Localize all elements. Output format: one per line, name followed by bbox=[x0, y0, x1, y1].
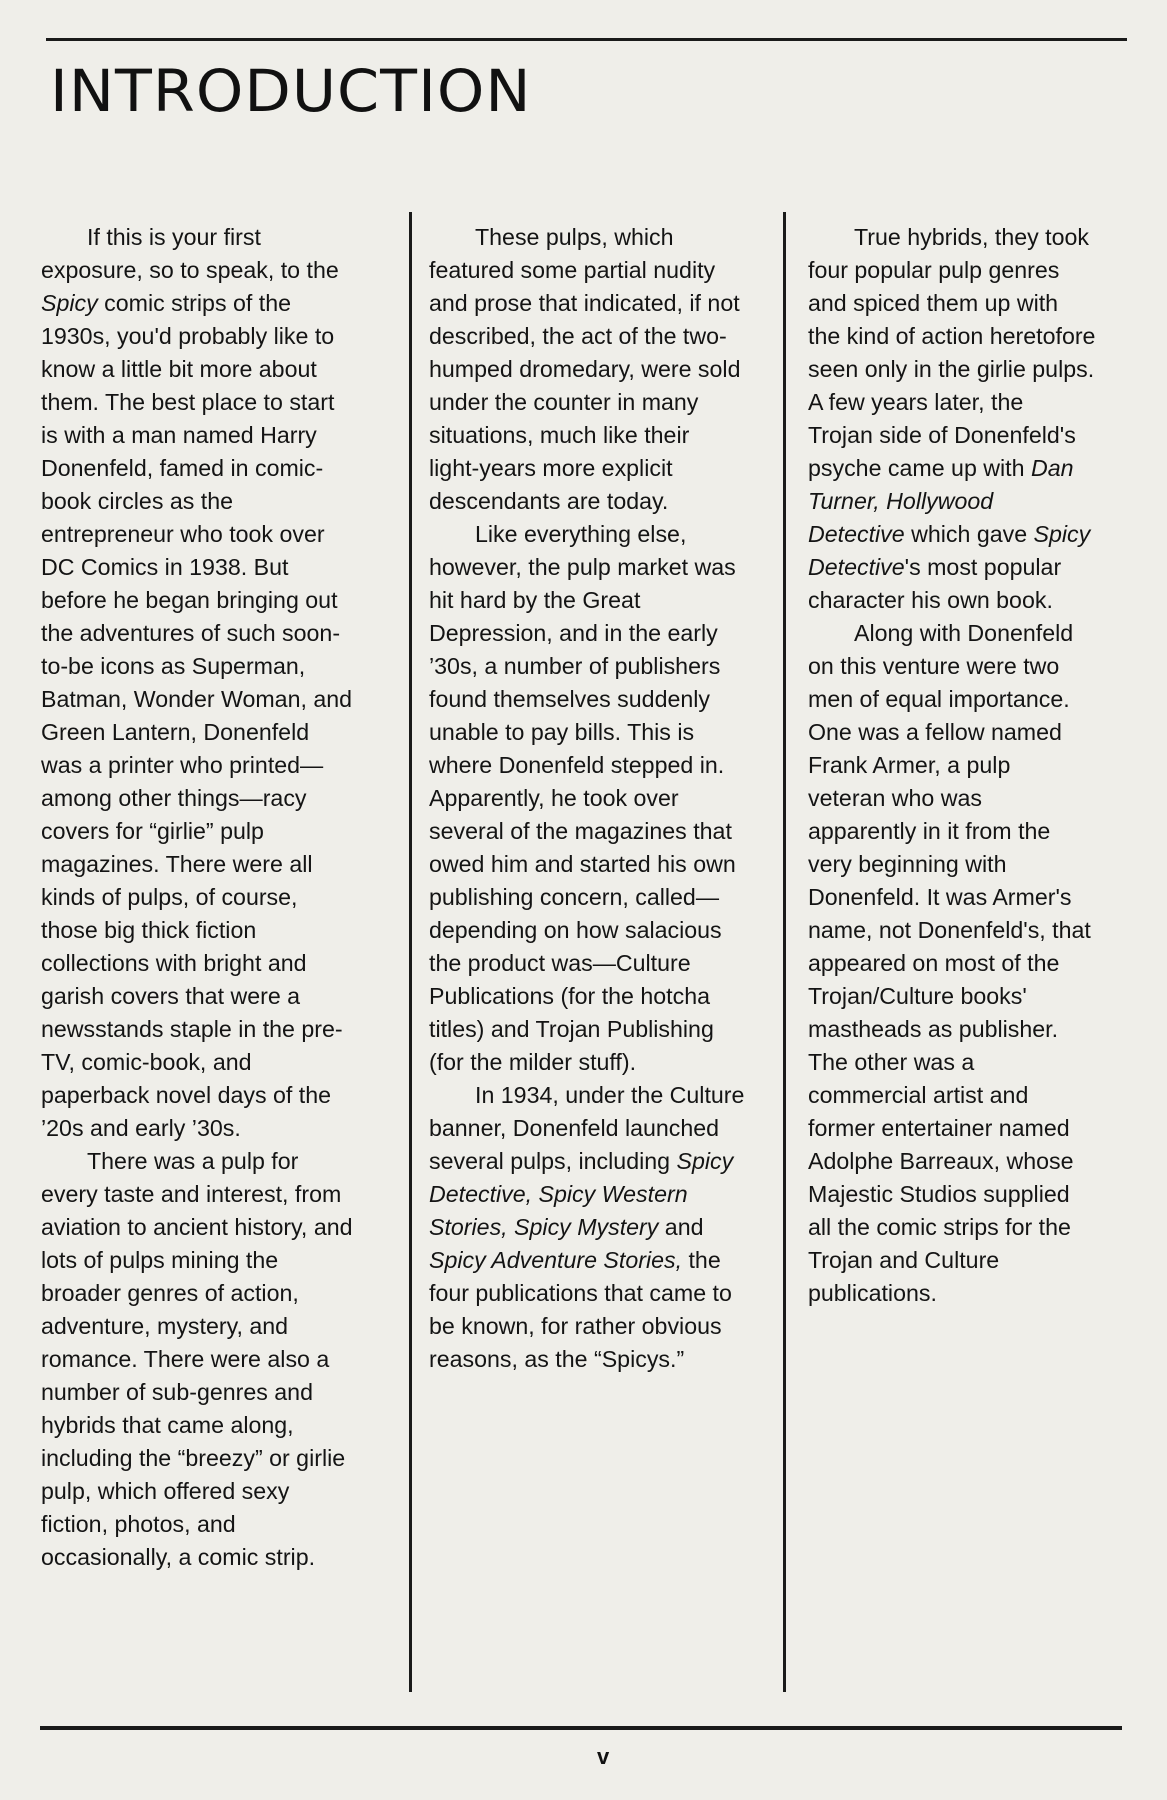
text-line: publishing concern, called— bbox=[429, 884, 720, 910]
text-line: Stories, Spicy Mystery and bbox=[429, 1214, 704, 1240]
text-column-1 bbox=[41, 221, 353, 1574]
text-line: several of the magazines that bbox=[429, 818, 732, 844]
text-line: Frank Armer, a pulp bbox=[808, 752, 1011, 778]
text-line: Detective, Spicy Western bbox=[429, 1181, 688, 1207]
text-line: In 1934, under the Culture bbox=[475, 1082, 745, 1108]
text-line: Majestic Studios supplied bbox=[808, 1181, 1070, 1207]
text-line: Trojan and Culture bbox=[808, 1247, 1000, 1273]
text-line: Trojan side of Donenfeld's bbox=[808, 422, 1076, 448]
text-line: DC Comics in 1938. But bbox=[41, 554, 289, 580]
bottom-rule bbox=[40, 1726, 1122, 1730]
text-line: Spicy Adventure Stories, the bbox=[429, 1247, 721, 1273]
text-line: appeared on most of the bbox=[808, 950, 1060, 976]
text-line: Green Lantern, Donenfeld bbox=[41, 719, 310, 745]
text-line: magazines. There were all bbox=[41, 851, 313, 877]
text-line: Like everything else, bbox=[475, 521, 687, 547]
text-line: ’30s, a number of publishers bbox=[429, 653, 721, 679]
text-line: The other was a bbox=[808, 1049, 975, 1075]
text-line: and spiced them up with bbox=[808, 290, 1059, 316]
text-line: Adolphe Barreaux, whose bbox=[808, 1148, 1074, 1174]
text-line: seen only in the girlie pulps. bbox=[808, 356, 1095, 382]
text-line: veteran who was bbox=[808, 785, 982, 811]
text-line: on this venture were two bbox=[808, 653, 1060, 679]
text-line: kinds of pulps, of course, bbox=[41, 884, 298, 910]
paragraph bbox=[429, 1079, 744, 1376]
text-line: adventure, mystery, and bbox=[41, 1313, 289, 1339]
text-line: described, the act of the two- bbox=[429, 323, 727, 349]
text-line: There was a pulp for bbox=[87, 1148, 299, 1174]
text-line: banner, Donenfeld launched bbox=[429, 1115, 720, 1141]
text-line: romance. There were also a bbox=[41, 1346, 330, 1372]
text-line: featured some partial nudity bbox=[429, 257, 716, 283]
text-line: (for the milder stuff). bbox=[429, 1049, 637, 1075]
text-line: occasionally, a comic strip. bbox=[41, 1544, 316, 1570]
text-line: men of equal importance. bbox=[808, 686, 1070, 712]
text-line: among other things—racy bbox=[41, 785, 307, 811]
text-line: titles) and Trojan Publishing bbox=[429, 1016, 714, 1042]
text-line: where Donenfeld stepped in. bbox=[429, 752, 725, 778]
text-line: entrepreneur who took over bbox=[41, 521, 325, 547]
text-line: fiction, photos, and bbox=[41, 1511, 236, 1537]
text-line: Depression, and in the early bbox=[429, 620, 718, 646]
text-line: exposure, so to speak, to the bbox=[41, 257, 339, 283]
text-line: the adventures of such soon- bbox=[41, 620, 341, 646]
page-title: INTRODUCTION bbox=[50, 57, 532, 125]
text-line: Along with Donenfeld bbox=[854, 620, 1074, 646]
text-line: Batman, Wonder Woman, and bbox=[41, 686, 353, 712]
text-line: very beginning with bbox=[808, 851, 1007, 877]
text-line: Apparently, he took over bbox=[429, 785, 679, 811]
text-line: depending on how salacious bbox=[429, 917, 722, 943]
text-line: book circles as the bbox=[41, 488, 234, 514]
text-line: under the counter in many bbox=[429, 389, 699, 415]
text-line: commercial artist and bbox=[808, 1082, 1029, 1108]
text-line: broader genres of action, bbox=[41, 1280, 299, 1306]
text-line: humped dromedary, were sold bbox=[429, 356, 741, 382]
text-line: situations, much like their bbox=[429, 422, 690, 448]
text-line: name, not Donenfeld's, that bbox=[808, 917, 1091, 943]
text-line: ’20s and early ’30s. bbox=[41, 1115, 241, 1141]
text-line: mastheads as publisher. bbox=[808, 1016, 1059, 1042]
column-divider-1 bbox=[409, 212, 412, 1692]
text-line: however, the pulp market was bbox=[429, 554, 736, 580]
text-line: to-be icons as Superman, bbox=[41, 653, 306, 679]
paragraph bbox=[808, 221, 1095, 617]
text-line: garish covers that were a bbox=[41, 983, 301, 1009]
text-line: Spicy comic strips of the bbox=[41, 290, 291, 316]
text-line: 1930s, you'd probably like to bbox=[41, 323, 335, 349]
text-line: the product was—Culture bbox=[429, 950, 691, 976]
text-line: Detective which gave Spicy bbox=[808, 521, 1091, 547]
text-line: TV, comic-book, and bbox=[41, 1049, 252, 1075]
text-line: hybrids that came along, bbox=[41, 1412, 294, 1438]
text-line: owed him and started his own bbox=[429, 851, 736, 877]
text-line: four publications that came to bbox=[429, 1280, 732, 1306]
text-column-3 bbox=[808, 221, 1095, 1310]
text-line: publications. bbox=[808, 1280, 937, 1306]
text-line: pulp, which offered sexy bbox=[41, 1478, 290, 1504]
text-line: Donenfeld, famed in comic- bbox=[41, 455, 324, 481]
text-line: lots of pulps mining the bbox=[41, 1247, 279, 1273]
text-line: True hybrids, they took bbox=[854, 224, 1089, 250]
text-line: covers for “girlie” pulp bbox=[41, 818, 264, 844]
text-column-2 bbox=[429, 221, 744, 1376]
text-line: reasons, as the “Spicys.” bbox=[429, 1346, 685, 1372]
text-line: number of sub-genres and bbox=[41, 1379, 313, 1405]
text-line: hit hard by the Great bbox=[429, 587, 641, 613]
text-line: These pulps, which bbox=[475, 224, 674, 250]
paragraph bbox=[808, 617, 1095, 1310]
text-line: newsstands staple in the pre- bbox=[41, 1016, 343, 1042]
text-line: those big thick fiction bbox=[41, 917, 257, 943]
text-line: Donenfeld. It was Armer's bbox=[808, 884, 1072, 910]
text-line: Detective's most popular bbox=[808, 554, 1062, 580]
text-line: psyche came up with Dan bbox=[808, 455, 1074, 481]
text-line: every taste and interest, from bbox=[41, 1181, 342, 1207]
text-line: former entertainer named bbox=[808, 1115, 1070, 1141]
paragraph bbox=[429, 518, 744, 1079]
text-line: was a printer who printed— bbox=[41, 752, 324, 778]
text-line: and prose that indicated, if not bbox=[429, 290, 740, 316]
page-number: v bbox=[597, 1744, 610, 1769]
text-line: before he began bringing out bbox=[41, 587, 338, 613]
text-line: Turner, Hollywood bbox=[808, 488, 994, 514]
text-line: apparently in it from the bbox=[808, 818, 1051, 844]
text-line: paperback novel days of the bbox=[41, 1082, 332, 1108]
text-line: all the comic strips for the bbox=[808, 1214, 1071, 1240]
text-line: If this is your first bbox=[87, 224, 261, 250]
paragraph bbox=[41, 221, 353, 1145]
text-line: is with a man named Harry bbox=[41, 422, 317, 448]
text-line: character his own book. bbox=[808, 587, 1053, 613]
paragraph bbox=[41, 1145, 353, 1574]
column-divider-2 bbox=[783, 212, 786, 1692]
top-rule bbox=[46, 38, 1127, 41]
text-line: collections with bright and bbox=[41, 950, 307, 976]
text-line: be known, for rather obvious bbox=[429, 1313, 722, 1339]
text-line: descendants are today. bbox=[429, 488, 669, 514]
text-line: aviation to ancient history, and bbox=[41, 1214, 353, 1240]
text-line: unable to pay bills. This is bbox=[429, 719, 695, 745]
text-line: One was a fellow named bbox=[808, 719, 1062, 745]
text-line: found themselves suddenly bbox=[429, 686, 711, 712]
text-line: them. The best place to start bbox=[41, 389, 335, 415]
text-line: several pulps, including Spicy bbox=[429, 1148, 734, 1174]
text-line: Trojan/Culture books' bbox=[808, 983, 1027, 1009]
text-line: including the “breezy” or girlie bbox=[41, 1445, 346, 1471]
text-line: four popular pulp genres bbox=[808, 257, 1060, 283]
text-line: Publications (for the hotcha bbox=[429, 983, 710, 1009]
paragraph bbox=[429, 221, 744, 518]
text-line: the kind of action heretofore bbox=[808, 323, 1096, 349]
text-line: A few years later, the bbox=[808, 389, 1024, 415]
text-line: light-years more explicit bbox=[429, 455, 673, 481]
text-line: know a little bit more about bbox=[41, 356, 317, 382]
